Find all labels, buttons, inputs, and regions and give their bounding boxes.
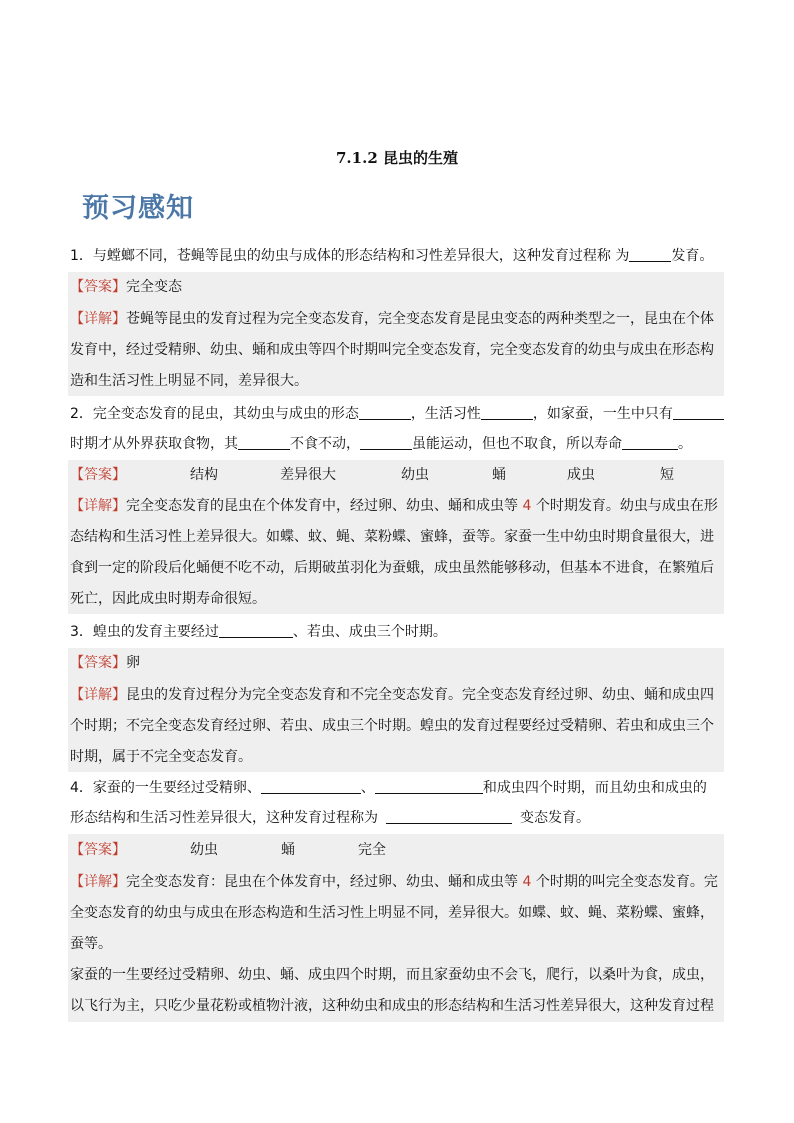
detail-2-line-4: 死亡，因此成虫时期寿命很短。 [70,591,266,607]
detail-1-line-1: 【详解】苍蝇等昆虫的发育过程为完全变态发育，完全变态发育是昆虫变态的两种类型之一，昆虫在个体 [70,311,714,327]
answer-3: 【答案】卵 [70,655,140,671]
answer-4-item: 蛹 [281,842,295,858]
answer-4: 【答案】 [70,842,126,858]
detail-4-line-1: 【详解】完全变态发育：昆虫在个体发育中，经过卵、幼虫、蛹和成虫等 4 个时期的叫完全变态发育。完 [70,874,718,890]
detail-1-line-2: 发育中，经过受精卵、幼虫、蛹和成虫等四个时期叫完全变态发育，完全变态发育的幼虫与成虫在形态构 [70,342,714,358]
question-3: 3．蝗虫的发育主要经过 、若虫、成虫三个时期。 [70,624,447,640]
answer-4-item: 完全 [358,842,386,858]
answer-2: 【答案】 [70,467,126,483]
question-2-line-2: 时期才从外界获取食物，其 不食不动， 虽能运动，但也不取食，所以寿命 。 [70,436,692,452]
answer-2-item: 幼虫 [401,467,429,483]
question-4-line-1: 4．家蚕的一生要经过受精卵、 、 和成虫四个时期，而且幼虫和成虫的 [70,780,707,796]
answer-1: 【答案】完全变态 [70,279,182,295]
detail-2-line-3: 食到一定的阶段后化蛹便不吃不动，后期破茧羽化为蚕蛾，成虫虽然能够移动，但基本不进食，在繁殖后 [70,560,714,576]
answer-blank [629,247,671,262]
detail-4-line-5: 以飞行为主，只吃少量花粉或植物汁液，这种幼虫和成虫的形态结构和生活习性差异很大，这种发育过程 [70,998,714,1014]
answer-2-item: 短 [660,467,674,483]
detail-2-line-2: 态结构和生活习性上差异很大。如蝶、蚊、蝇、菜粉蝶、蜜蜂，蚕等。家蚕一生中幼虫时期食量很大，进 [70,529,714,545]
question-1: 1．与螳螂不同，苍蝇等昆虫的幼虫与成体的形态结构和习性差异很大，这种发育过程称 为 发育。 [70,248,714,264]
answer-2-item: 成虫 [567,467,595,483]
question-4-line-2: 形态结构和生活习性差异很大，这种发育过程称为 变态发育。 [70,810,590,826]
answer-2-item: 蛹 [492,467,506,483]
detail-4-line-3: 蚕等。 [70,936,112,952]
answer-2-item: 结构 [190,467,218,483]
detail-3-line-3: 时期，属于不完全变态发育。 [70,749,252,765]
answer-4-item: 幼虫 [190,842,218,858]
detail-3-line-2: 个时期；不完全变态发育经过卵、若虫、成虫三个时期。蝗虫的发育过程要经过受精卵、若虫和成虫三个 [70,718,714,734]
answer-2-item: 差异很大 [280,467,336,483]
detail-4-line-2: 全变态发育的幼虫与成虫在形态构造和生活习性上明显不同，差异很大。如蝶、蚊、蝇、菜粉蝶、蜜蜂， [70,905,714,921]
detail-1-line-3: 造和生活习性上明显不同，差异很大。 [70,373,308,389]
section-heading: 预习感知 [82,193,194,224]
detail-4-line-4: 家蚕的一生要经过受精卵、幼虫、蛹、成虫四个时期，而且家蚕幼虫不会飞，爬行，以桑叶为食，成虫， [70,967,714,983]
detail-2-line-1: 【详解】完全变态发育的昆虫在个体发育中，经过卵、幼虫、蛹和成虫等 4 个时期发育。幼虫与成虫在形 [70,498,718,514]
answer-box-4 [68,834,724,1022]
detail-3-line-1: 【详解】昆虫的发育过程分为完全变态发育和不完全变态发育。完全变态发育经过卵、幼虫、蛹和成虫四 [70,687,714,703]
question-2-line-1: 2．完全变态发育的昆虫，其幼虫与成虫的形态 ，生活习性 ，如家蚕，一生中只有 [70,404,724,424]
page-title: 7.1.2 昆虫的生殖 [336,149,458,167]
